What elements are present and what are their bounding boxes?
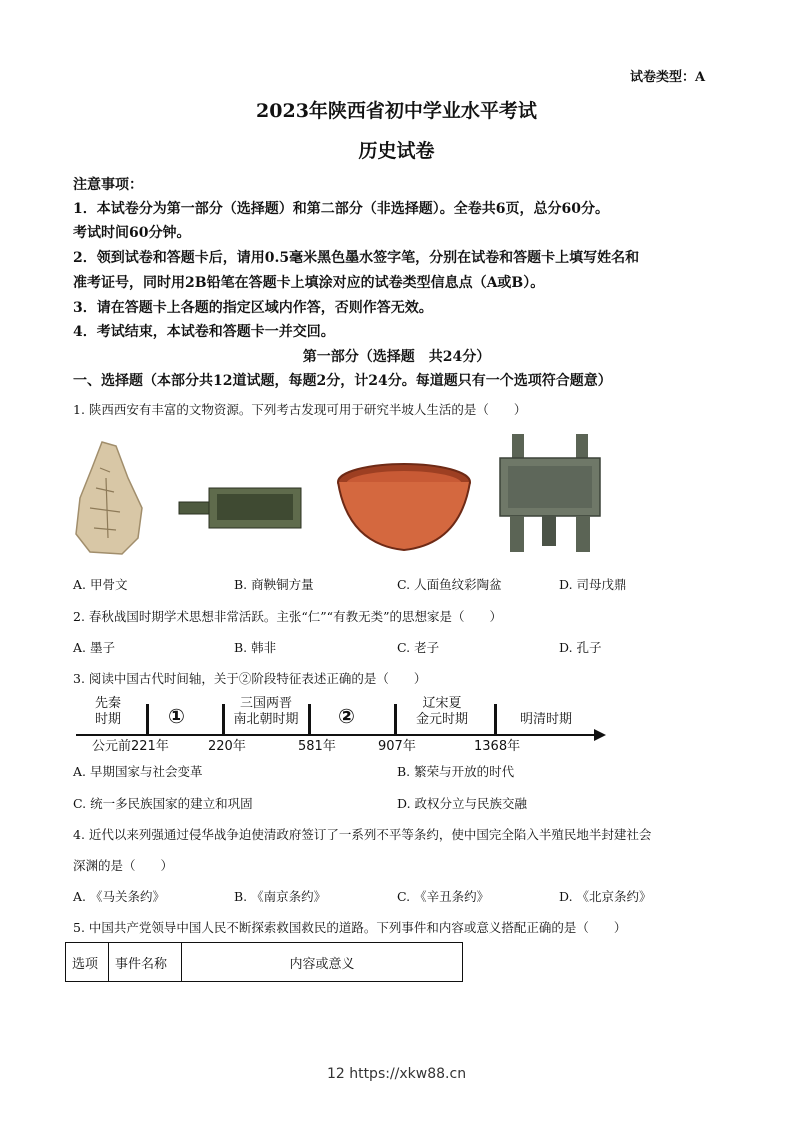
q4-option-c[interactable]: C. 《辛丑条约》 [397,889,490,904]
timeline-date: 1368年 [474,739,521,754]
question-2-stem: 2. 春秋战国时期学术思想非常活跃。主张“仁”“有教无类”的思想家是（ ） [73,609,502,624]
q2-option-c[interactable]: C. 老子 [397,640,440,655]
timeline-period-label: 三国两晋 南北朝时期 [233,696,299,727]
q1-option-c[interactable]: C. 人面鱼纹彩陶盆 [397,577,502,592]
q1-option-b[interactable]: B. 商鞅铜方量 [234,577,314,592]
timeline-period-label: ① [168,704,185,728]
exam-subject: 历史试卷 [358,140,435,162]
question-3-stem: 3. 阅读中国古代时间轴，关于②阶段特征表述正确的是（ ） [73,671,427,686]
part-title: 第一部分（选择题 共24分） [302,349,491,365]
q3-option-d[interactable]: D. 政权分立与民族交融 [397,796,528,811]
timeline-period-label: 先秦 时期 [94,696,121,727]
page-footer: 12 https://xkw88.cn [326,1066,467,1082]
exam-title: 2023年陕西省初中学业水平考试 [256,100,537,122]
notice-heading: 注意事项： [73,177,143,193]
bronze-measure-image [175,484,305,532]
timeline-period-label: 辽宋夏 金元时期 [415,696,468,727]
timeline-period-label: 明清时期 [519,712,572,727]
painted-pottery-basin-image [334,460,474,560]
q3-option-c[interactable]: C. 统一多民族国家的建立和巩固 [73,796,253,811]
oracle-bone-image [70,438,150,558]
notice-line: 2．领到试卷和答题卡后，请用0.5毫米黑色墨水签字笔，分别在试卷和答题卡上填写姓名和 [73,250,640,266]
table-header-cell: 内容或意义 [182,943,463,982]
q3-option-b[interactable]: B. 繁荣与开放的时代 [397,764,515,779]
table-row [66,943,463,982]
question-5-stem: 5. 中国共产党领导中国人民不断探索救国救民的道路。下列事件和内容或意义搭配正确的是（ ） [73,920,627,935]
q4-option-a[interactable]: A. 《马关条约》 [73,889,165,904]
q4-option-b[interactable]: B. 《南京条约》 [234,889,327,904]
question-4-stem-cont: 深渊的是（ ） [73,858,174,873]
timeline-tick [494,704,497,736]
paper-type: 试卷类型：A [630,70,706,85]
q5-table [65,942,463,982]
timeline-tick [146,704,149,736]
simuwu-ding-image [494,432,606,556]
section-title: 一、选择题（本部分共12道试题，每题2分，计24分。每道题只有一个选项符合题意） [73,373,612,389]
timeline-period-label: ② [338,704,355,728]
notice-line: 3．请在答题卡上各题的指定区域内作答，否则作答无效。 [73,300,433,316]
timeline-date: 220年 [208,739,246,754]
timeline-tick [222,704,225,736]
table-header-cell: 事件名称 [109,943,182,982]
notice-line: 准考证号，同时用2B铅笔在答题卡上填涂对应的试卷类型信息点（A或B）。 [73,275,545,291]
q3-option-a[interactable]: A. 早期国家与社会变革 [73,764,203,779]
question-1-stem: 1. 陕西西安有丰富的文物资源。下列考古发现可用于研究半坡人生活的是（ ） [73,402,527,417]
notice-line: 1．本试卷分为第一部分（选择题）和第二部分（非选择题）。全卷共6页，总分60分。 [73,201,609,217]
q1-option-a[interactable]: A. 甲骨文 [73,577,128,592]
q1-option-d[interactable]: D. 司母戊鼎 [559,577,627,592]
q4-option-d[interactable]: D. 《北京条约》 [559,889,652,904]
timeline-tick [394,704,397,736]
notice-line: 考试时间60分钟。 [73,225,191,241]
timeline-date: 907年 [378,739,416,754]
q2-option-b[interactable]: B. 韩非 [234,640,277,655]
timeline-tick [308,704,311,736]
timeline-arrow-icon [594,729,606,741]
notice-line: 4．考试结束，本试卷和答题卡一并交回。 [73,324,335,340]
table-header-cell: 选项 [66,943,109,982]
timeline-date: 581年 [298,739,336,754]
timeline-date: 公元前221年 [92,739,169,754]
q2-option-d[interactable]: D. 孔子 [559,640,602,655]
question-4-stem: 4. 近代以来列强通过侵华战争迫使清政府签订了一系列不平等条约，使中国完全陷入半殖民地半封建社会 [73,827,652,842]
timeline [76,694,606,754]
q2-option-a[interactable]: A. 墨子 [73,640,115,655]
